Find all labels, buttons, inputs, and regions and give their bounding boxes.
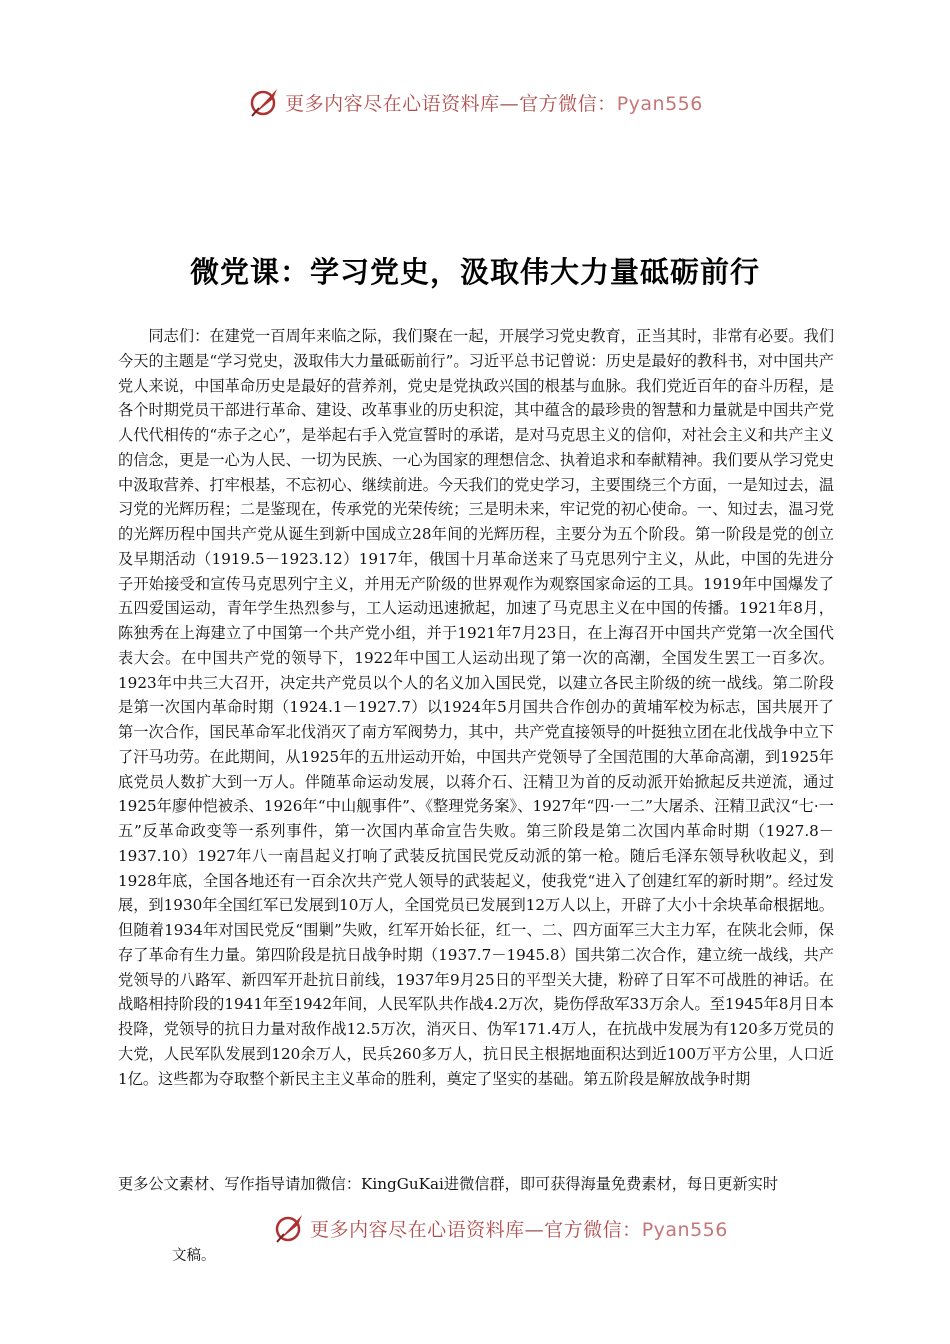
watermark-main: 更多内容尽在心语资料库 <box>310 1218 525 1241</box>
header-watermark-banner <box>0 82 950 122</box>
page-tail-text: 文稿。 <box>172 1248 216 1264</box>
footer-watermark-banner <box>25 1208 950 1248</box>
document-body: 同志们：在建党一百周年来临之际，我们聚在一起，开展学习党史教育，正当其时，非常有必要。我们今天的主题是“学习党史，汲取伟大力量砥砺前行”。习近平总书记曾说：历史是最好的教科书，对中国共产党人来说，中国革命历史是最好的营养剂，党史是党执政兴国的根基与血脉。我们党近百年的奋斗历程，是各个时期党员干部进行革命、建设、改革事业的历史积淀，其中蕴含的最珍贵的智慧和力量就是中国共产党人代代相传的“赤子之心”，是举起右手入党宣誓时的承诺，是对马克思主义的信仰，对社会主义和共产主义的信念，更是一心为人民、一切为民族、一心为国家的理想信念、执着追求和奉献精神。我们要从学习党史中汲取营养、打牢根基，不忘初心、继续前进。今天我们的党史学习，主要围绕三个方面，一是知过去，温习党的光辉历程；二是鉴现在，传承党的光荣传统；三是明未来，牢记党的初心使命。一、知过去，温习党的光辉历程中国共产党从诞生到新中国成立28年间的光辉历程，主要分为五个阶段。第一阶段是党的创立及早期活动（1919.5－1923.12）1917年，俄国十月革命送来了马克思列宁主义，从此，中国的先进分子开始接受和宣传马克思列宁主义，并用无产阶级的世界观作为观察国家命运的工具。1919年中国爆发了五四爱国运动，青年学生热烈参与，工人运动迅速掀起，加速了马克思主义在中国的传播。1921年8月，陈独秀在上海建立了中国第一个共产党小组，并于1921年7月23日，在上海召开中国共产党第一次全国代表大会。在中国共产党的领导下，1922年中国工人运动出现了第一次的高潮，全国发生罢工一百多次。1923年中共三大召开，决定共产党员以个人的名义加入国民党，以建立各民主阶级的统一战线。第二阶段是第一次国内革命时期（1924.1－1927.7）以1924年5月国共合作创办的黄埔军校为标志，国共展开了第一次合作，国民革命军北伐消灭了南方军阀势力，其中，共产党直接领导的叶挺独立团在北伐战争中立下了汗马功劳。在此期间，从1925年的五卅运动开始，中国共产党领导了全国范围的大革命高潮，到1925年底党员人数扩大到一万人。伴随革命运动发展，以蒋介石、汪精卫为首的反动派开始掀起反共逆流，通过1925年廖仲恺被杀、1926年“中山舰事件”、《整理党务案》、1927年“四·一二”大屠杀、汪精卫武汉“七·一五”反革命政变等一系列事件，第一次国内革命宣告失败。第三阶段是第二次国内革命时期（1927.8－1937.10）1927年八一南昌起义打响了武装反抗国民党反动派的第一枪。随后毛泽东领导秋收起义，到1928年底，全国各地还有一百余次共产党人领导的武装起义，使我党“进入了创建红军的新时期”。经过发展，到1930年全国红军已发展到10万人，全国党员已发展到12万人以上，开辟了大小十余块革命根据地。但随着1934年对国民党反“围剿”失败，红军开始长征，红一、二、四方面军三大主力军，在陕北会师，保存了革命有生力量。第四阶段是抗日战争时期（1937.7－1945.8）国共第二次合作，建立统一战线，共产党领导的八路军、新四军开赴抗日前线，1937年9月25日的平型关大捷，粉碎了日军不可战胜的神话。在战略相持阶段的1941年至1942年间，人民军队共作战4.2万次，毙伤俘敌军33万余人。至1945年8月日本投降，党领导的抗日力量对敌作战12.5万次，消灭日、伪军171.4万人，在抗战中发展为有120多万党员的大党，人民军队发展到120余万人，民兵260多万人，抗日民主根据地面积达到近100万平方公里，人口近1亿。这些都为夺取整个新民主主义革命的胜利，奠定了坚实的基础。第五阶段是解放战争时期 <box>118 327 834 1088</box>
watermark-separator: — <box>524 1218 545 1241</box>
quill-logo-icon <box>272 1211 306 1245</box>
watermark-wechat-id: Pyan556 <box>641 1218 728 1241</box>
watermark-separator: — <box>499 92 520 115</box>
watermark-contact: 官方微信： <box>544 1218 642 1241</box>
watermark-text <box>310 1215 728 1242</box>
footer-promo-note: 更多公文素材、写作指导请加微信：KingGuKai进微信群，即可获得海量免费素材，每日更新实时 <box>118 1175 779 1193</box>
watermark-contact: 官方微信： <box>519 92 617 115</box>
quill-logo-icon <box>247 85 281 119</box>
watermark-text <box>285 89 703 116</box>
watermark-wechat-id: Pyan556 <box>616 92 703 115</box>
document-title: 微党课：学习党史，汲取伟大力量砥砺前行 <box>189 255 760 289</box>
watermark-main: 更多内容尽在心语资料库 <box>285 92 500 115</box>
